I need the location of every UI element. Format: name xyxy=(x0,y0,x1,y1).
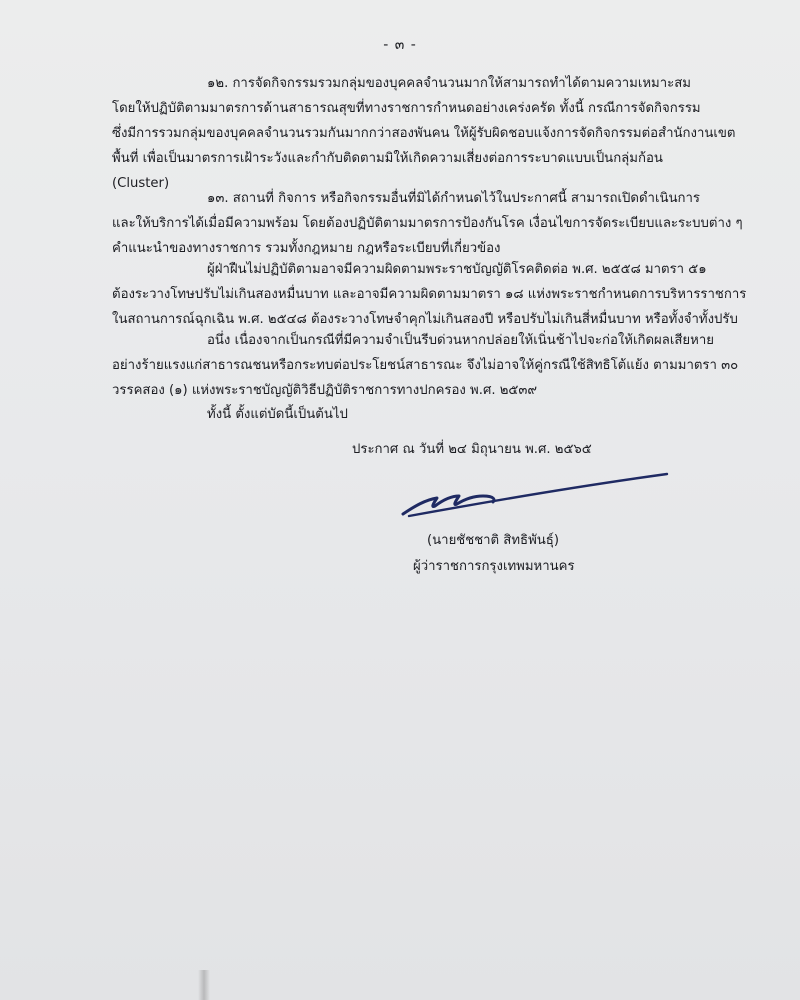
paragraph-line: ๑๓. สถานที่ กิจการ หรือกิจกรรมอื่นที่มิได้กำหนดไว้ในประกาศนี้ สามารถเปิดดำเนินการ xyxy=(207,191,700,206)
paragraph-line: โดยให้ปฏิบัติตามมาตรการด้านสาธารณสุขที่ทางราชการกำหนดอย่างเคร่งครัด ทั้งนี้ กรณีการจัดกิจกรรม xyxy=(112,101,701,116)
paragraph-item-12 xyxy=(112,71,736,196)
paragraph-line: ผู้ฝ่าฝืนไม่ปฏิบัติตามอาจมีความผิดตามพระราชบัญญัติโรคติดต่อ พ.ศ. ๒๕๕๘ มาตรา ๕๑ xyxy=(207,262,707,277)
signer-name: (นายชัชชาติ สิทธิพันธุ์) xyxy=(427,533,559,548)
paragraph-line: พื้นที่ เพื่อเป็นมาตรการเฝ้าระวังและกำกับติดตามมิให้เกิดความเสี่ยงต่อการระบาดแบบเป็นกลุ่มก้อน xyxy=(112,151,663,166)
paragraph-line: (Cluster) xyxy=(112,176,170,191)
announcement-date: ประกาศ ณ วันที่ ๒๔ มิถุนายน พ.ศ. ๒๕๖๕ xyxy=(352,442,592,457)
paragraph-line: ซึ่งมีการรวมกลุ่มของบุคคลจำนวนรวมกันมากกว่าสองพันคน ให้ผู้รับผิดชอบแจ้งการจัดกิจกรรมต่อสำนักงานเขต xyxy=(112,126,736,141)
page-number: - ๓ - xyxy=(383,37,417,53)
signer-title: ผู้ว่าราชการกรุงเทพมหานคร xyxy=(413,559,575,574)
paragraph-line: ทั้งนี้ ตั้งแต่บัดนี้เป็นต้นไป xyxy=(207,407,348,422)
paragraph-effective xyxy=(112,402,682,427)
paragraph-line: ๑๒. การจัดกิจกรรมรวมกลุ่มของบุคคลจำนวนมากให้สามารถทำได้ตามความเหมาะสม xyxy=(207,76,691,91)
handwritten-signature xyxy=(395,462,675,532)
page-edge-shadow xyxy=(198,970,210,1000)
paragraph-penalty xyxy=(112,257,747,332)
paragraph-line: คำแนะนำของทางราชการ รวมทั้งกฎหมาย กฎหรือระเบียบที่เกี่ยวข้อง xyxy=(112,241,501,256)
paragraph-urgency xyxy=(112,328,739,403)
paragraph-line: อนึ่ง เนื่องจากเป็นกรณีที่มีความจำเป็นรีบด่วนหากปล่อยให้เนิ่นช้าไปจะก่อให้เกิดผลเสียหาย xyxy=(207,333,714,348)
paragraph-line: ต้องระวางโทษปรับไม่เกินสองหมื่นบาท และอาจมีความผิดตามมาตรา ๑๘ แห่งพระราชกำหนดการบริหารราชการ xyxy=(112,287,747,302)
paragraph-line: วรรคสอง (๑) แห่งพระราชบัญญัติวิธีปฏิบัติราชการทางปกครอง พ.ศ. ๒๕๓๙ xyxy=(112,383,538,398)
paragraph-item-13 xyxy=(112,186,743,261)
paragraph-line: และให้บริการได้เมื่อมีความพร้อม โดยต้องปฏิบัติตามมาตรการป้องกันโรค เงื่อนไขการจัดระเบียบและระบบต่าง ๆ xyxy=(112,216,743,231)
paragraph-line: อย่างร้ายแรงแก่สาธารณชนหรือกระทบต่อประโยชน์สาธารณะ จึงไม่อาจให้คู่กรณีใช้สิทธิโต้แย้ง ตามมาตรา ๓๐ xyxy=(112,358,739,373)
paragraph-line: ในสถานการณ์ฉุกเฉิน พ.ศ. ๒๕๔๘ ต้องระวางโทษจำคุกไม่เกินสองปี หรือปรับไม่เกินสี่หมื่นบาท หรือทั้งจำทั้งปรับ xyxy=(112,312,738,327)
